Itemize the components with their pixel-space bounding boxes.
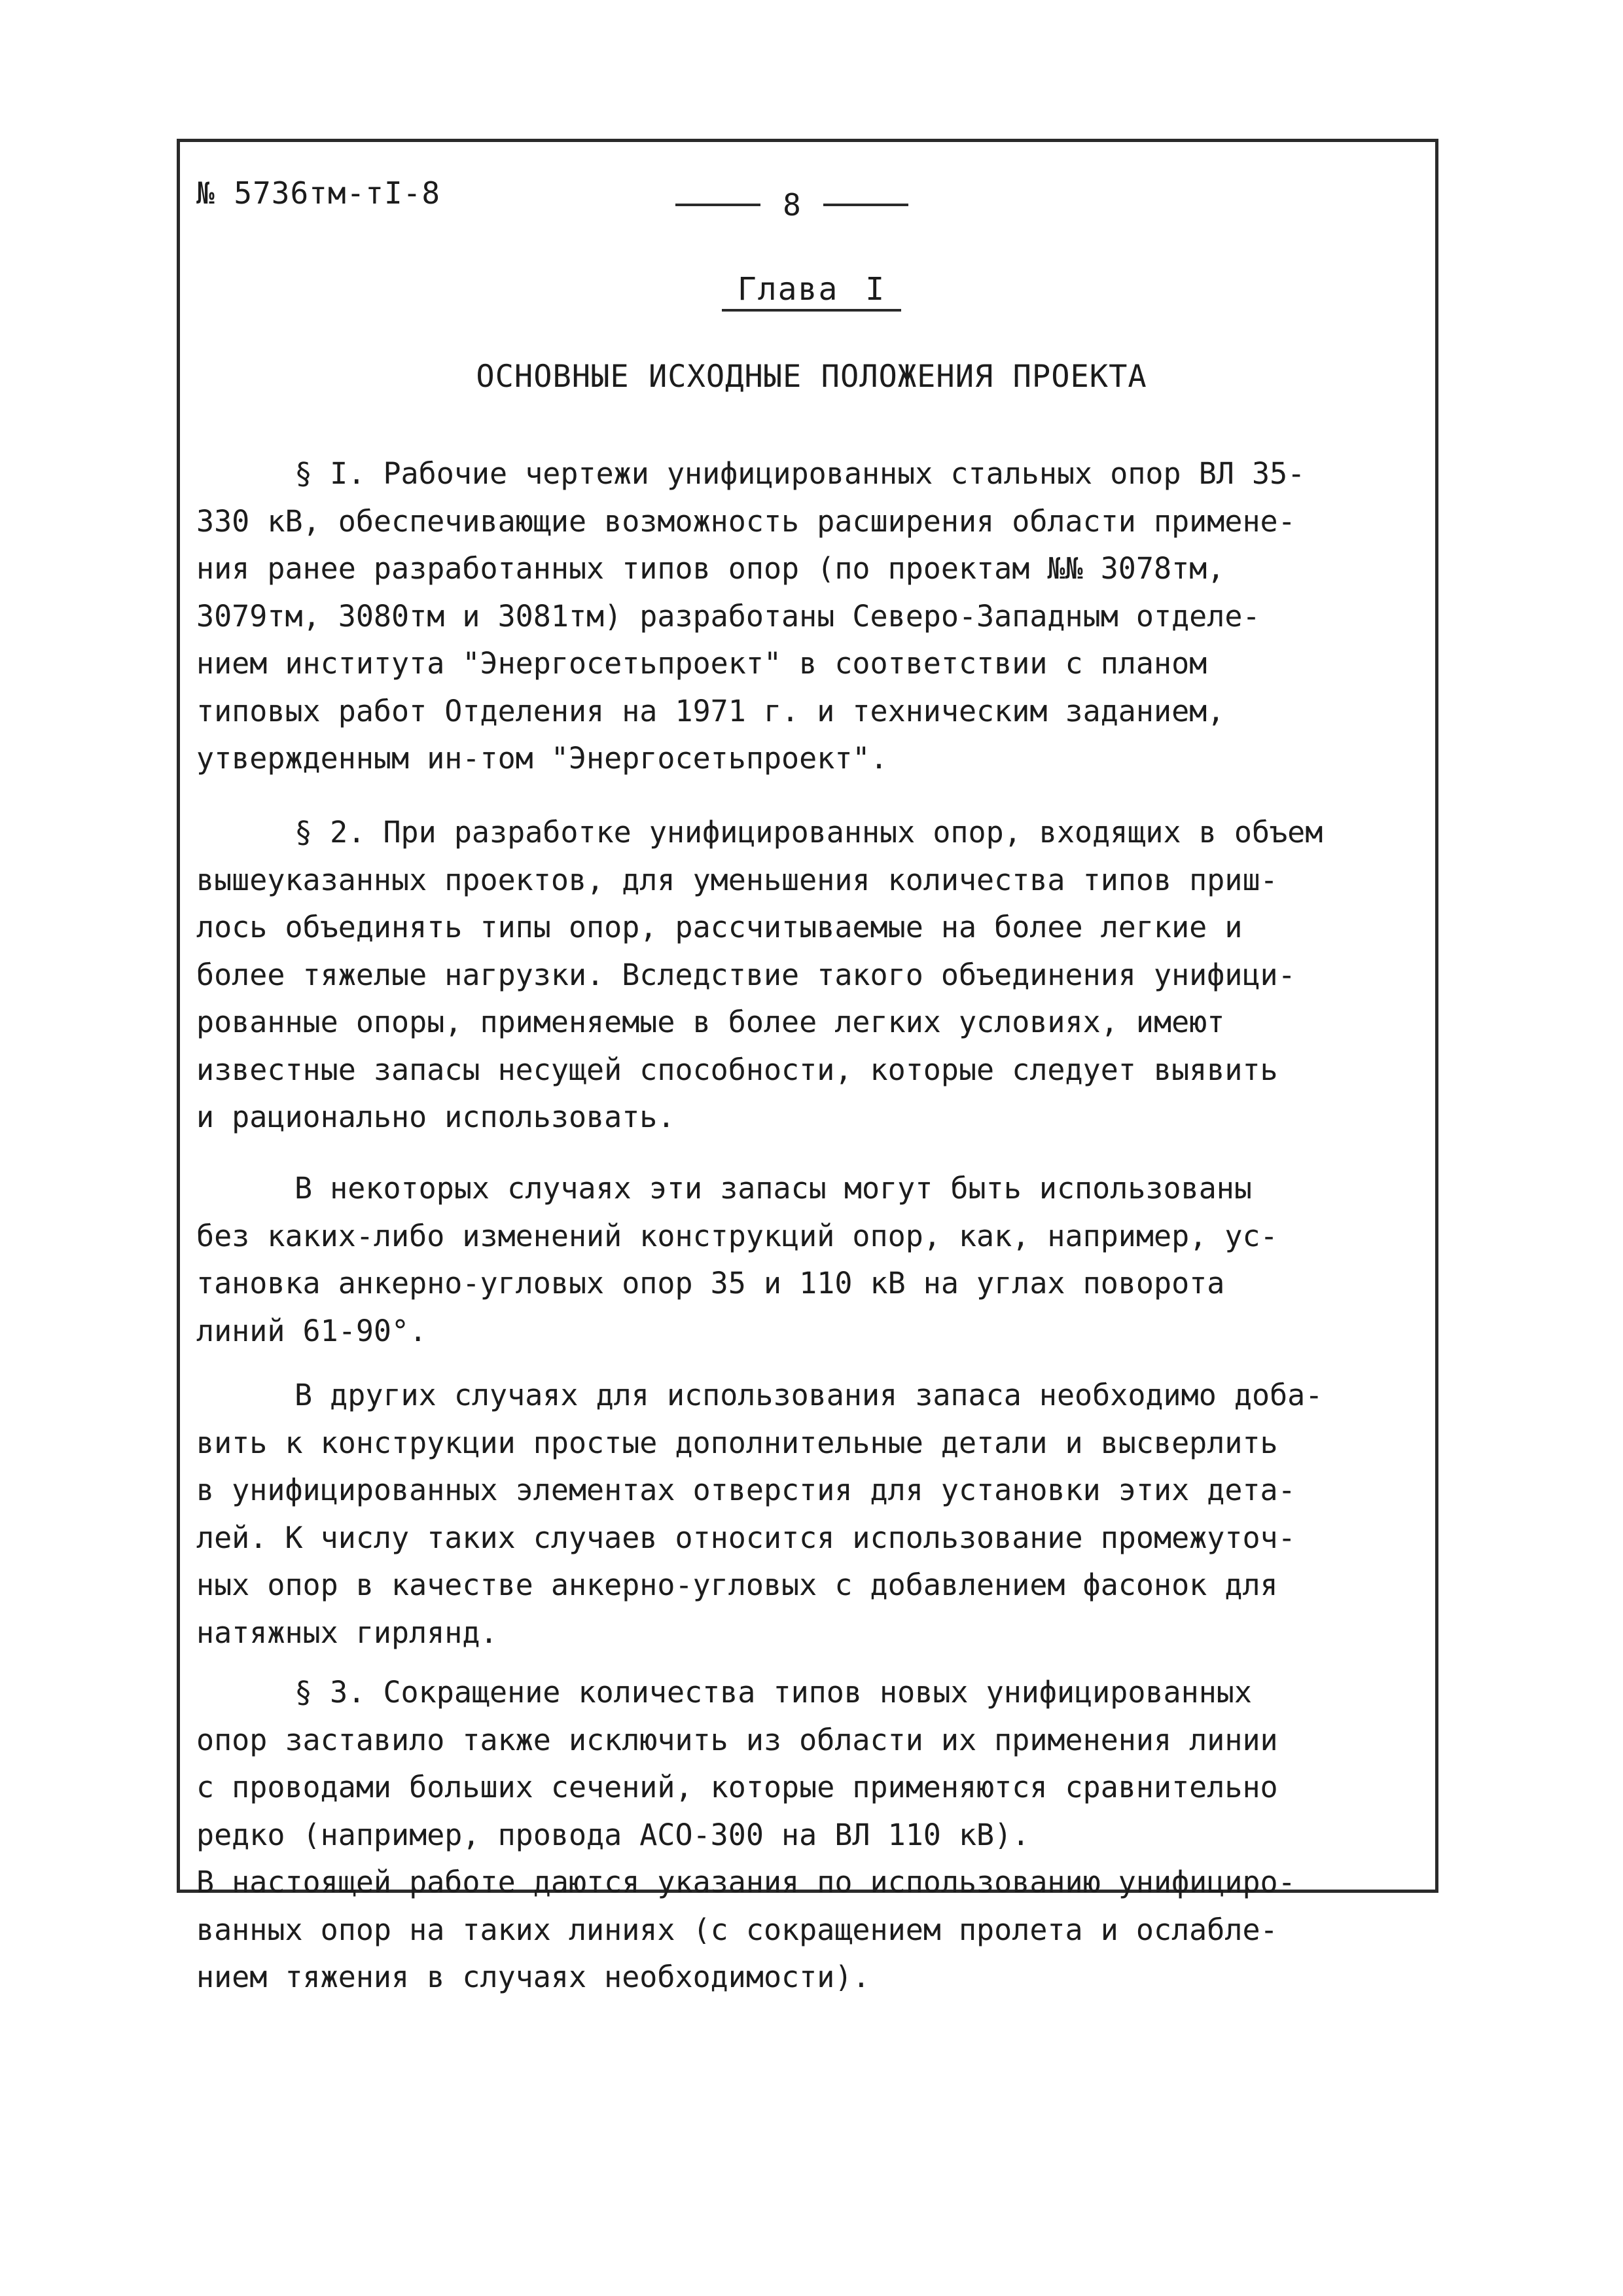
text-line: § 2. При разработке унифицированных опор, входящих в объем bbox=[294, 815, 1323, 850]
text-line: В других случаях для использования запаса необходимо доба- bbox=[294, 1378, 1323, 1412]
text-line: рованные опоры, применяемые в более легких условиях, имеют bbox=[196, 1005, 1225, 1039]
text-line: линий 61-90°. bbox=[196, 1313, 427, 1348]
text-line: 3079тм, 3080тм и 3081тм) разработаны Северо-Западным отделе- bbox=[196, 598, 1260, 634]
text-line: ных опор в качестве анкерно-угловых с добавлением фасонок для bbox=[196, 1568, 1278, 1602]
text-line: ния ранее разработанных типов опор (по проектам №№ 3078тм, bbox=[196, 551, 1225, 586]
text-line: в унифицированных элементах отверстия для установки этих дета- bbox=[196, 1473, 1296, 1507]
text-line: ванных опор на таких линиях (с сокращением пролета и ослабле- bbox=[196, 1912, 1278, 1947]
page-number-block bbox=[654, 187, 929, 223]
text-line: В некоторых случаях эти запасы могут быть использованы bbox=[294, 1171, 1252, 1206]
text-line: § I. Рабочие чертежи унифицированных стальных опор ВЛ 35- bbox=[294, 456, 1306, 491]
text-line: и рационально использовать. bbox=[196, 1100, 675, 1134]
text-line: лось объединять типы опор, рассчитываемые на более легкие и bbox=[196, 910, 1243, 944]
text-line: вить к конструкции простые дополнительные детали и высверлить bbox=[196, 1425, 1278, 1460]
section-title: ОСНОВНЫЕ ИСХОДНЫЕ ПОЛОЖЕНИЯ ПРОЕКТА bbox=[476, 359, 1147, 395]
text-line: утвержденным ин-том "Энергосетьпроект". bbox=[196, 741, 888, 776]
text-line: В настоящей работе даются указания по использованию унифициро- bbox=[196, 1865, 1296, 1899]
text-line: без каких-либо изменений конструкций опор, как, например, ус- bbox=[196, 1218, 1278, 1253]
page-number-dash-left bbox=[675, 204, 760, 206]
paragraph-3 bbox=[196, 1165, 1427, 1355]
paragraph-1 bbox=[196, 450, 1427, 783]
text-line: нием тяжения в случаях необходимости). bbox=[196, 1960, 870, 1994]
text-line: лей. К числу таких случаев относится использование промежуточ- bbox=[196, 1520, 1296, 1555]
text-line: типовых работ Отделения на 1971 г. и техническим заданием, bbox=[196, 693, 1225, 728]
text-line: известные запасы несущей способности, которые следует выявить bbox=[196, 1052, 1278, 1087]
text-line: 330 кВ, обеспечивающие возможность расширения области примене- bbox=[196, 503, 1296, 539]
document-number: № 5736тм-тI-8 bbox=[196, 175, 441, 211]
text-line: § 3. Сокращение количества типов новых унифицированных bbox=[294, 1675, 1252, 1710]
text-line: опор заставило также исключить из области их применения линии bbox=[196, 1722, 1278, 1757]
paragraph-4 bbox=[196, 1372, 1427, 1657]
text-line: тановка анкерно-угловых опор 35 и 110 кВ на углах поворота bbox=[196, 1266, 1225, 1300]
paragraph-2 bbox=[196, 809, 1427, 1141]
page-number-dash-right bbox=[823, 204, 908, 206]
page-number: 8 bbox=[783, 187, 801, 223]
text-line: с проводами больших сечений, которые применяются сравнительно bbox=[196, 1770, 1278, 1804]
text-line: нием института "Энергосетьпроект" в соответствии с планом bbox=[196, 646, 1207, 681]
paragraph-5 bbox=[196, 1669, 1427, 2001]
text-line: вышеуказанных проектов, для уменьшения количества типов приш- bbox=[196, 862, 1278, 897]
text-line: натяжных гирлянд. bbox=[196, 1615, 498, 1650]
chapter-heading bbox=[0, 271, 1623, 312]
text-line: редко (например, провода АСО-300 на ВЛ 110 кВ). bbox=[196, 1817, 1030, 1852]
text-line: более тяжелые нагрузки. Вследствие такого объединения унифици- bbox=[196, 957, 1296, 992]
chapter-heading-text: Глава I bbox=[722, 271, 901, 312]
